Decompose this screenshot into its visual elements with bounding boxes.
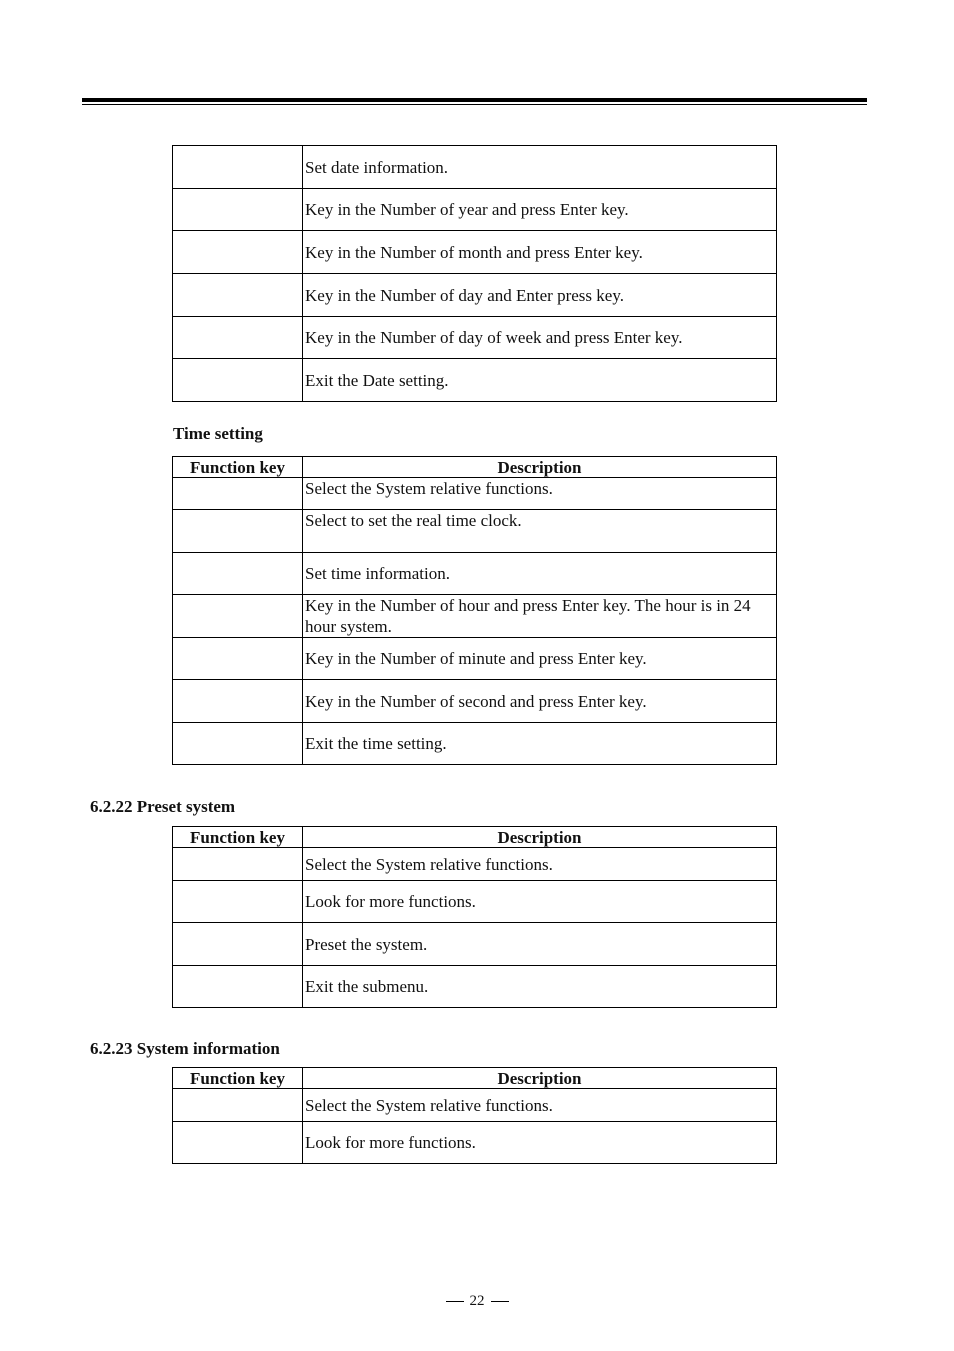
table-row [173,881,777,923]
description-cell: Set date information. [303,146,777,189]
function-key-cell [173,231,303,274]
function-key-cell [173,478,303,510]
preset-system-table [172,826,777,1008]
table-row [173,359,777,402]
footer-dash-left [446,1301,464,1302]
description-cell: Key in the Number of hour and press Enter key. The hour is in 24 hour system. [303,595,777,638]
system-information-table [172,1067,777,1164]
description-cell: Key in the Number of minute and press Enter key. [303,638,777,680]
time-setting-table [172,456,777,765]
description-cell: Look for more functions. [303,881,777,923]
header-rule-thick [82,98,867,102]
function-key-cell [173,923,303,966]
table-row [173,923,777,966]
function-key-header: Function key [173,1068,303,1089]
time-setting-heading: Time setting [173,424,263,443]
description-header: Description [303,1068,777,1089]
table-header-row [173,827,777,848]
function-key-cell [173,189,303,231]
function-key-cell [173,595,303,638]
description-cell: Select the System relative functions. [303,478,777,510]
function-key-cell [173,1089,303,1122]
description-header: Description [303,827,777,848]
description-cell: Select the System relative functions. [303,1089,777,1122]
table-row [173,146,777,189]
table-row [173,274,777,317]
description-header: Description [303,457,777,478]
preset-system-heading: 6.2.22 Preset system [90,797,236,816]
description-cell: Key in the Number of day of week and press Enter key. [303,317,777,359]
table-row [173,638,777,680]
function-key-cell [173,359,303,402]
function-key-cell [173,146,303,189]
description-cell: Exit the Date setting. [303,359,777,402]
function-key-cell [173,848,303,881]
description-cell: Select to set the real time clock. [303,510,777,553]
system-information-heading: 6.2.23 System information [90,1039,280,1058]
table-row [173,966,777,1008]
description-cell: Set time information. [303,553,777,595]
table-row [173,553,777,595]
function-key-cell [173,317,303,359]
description-cell: Exit the time setting. [303,723,777,765]
function-key-cell [173,553,303,595]
table-row [173,848,777,881]
description-cell: Look for more functions. [303,1122,777,1164]
table-header-row [173,457,777,478]
description-cell: Key in the Number of day and Enter press key. [303,274,777,317]
function-key-cell [173,1122,303,1164]
description-cell: Key in the Number of year and press Enter key. [303,189,777,231]
description-cell: Select the System relative functions. [303,848,777,881]
function-key-cell [173,510,303,553]
page-number: 22 [469,1293,485,1309]
function-key-cell [173,274,303,317]
table-row [173,595,777,638]
table-row [173,189,777,231]
description-cell: Exit the submenu. [303,966,777,1008]
description-cell: Key in the Number of second and press Enter key. [303,680,777,723]
table-row [173,231,777,274]
table-row [173,317,777,359]
function-key-header: Function key [173,457,303,478]
table-row [173,1122,777,1164]
table-row [173,478,777,510]
header-rule-thin [82,104,867,105]
table-header-row [173,1068,777,1089]
function-key-cell [173,723,303,765]
description-cell: Preset the system. [303,923,777,966]
description-cell: Key in the Number of month and press Enter key. [303,231,777,274]
date-setting-table [172,145,777,402]
table-row [173,723,777,765]
table-row [173,680,777,723]
table-row [173,510,777,553]
function-key-cell [173,638,303,680]
function-key-cell [173,881,303,923]
function-key-header: Function key [173,827,303,848]
footer-dash-right [491,1301,509,1302]
function-key-cell [173,966,303,1008]
page-footer [0,1292,954,1310]
table-row [173,1089,777,1122]
function-key-cell [173,680,303,723]
